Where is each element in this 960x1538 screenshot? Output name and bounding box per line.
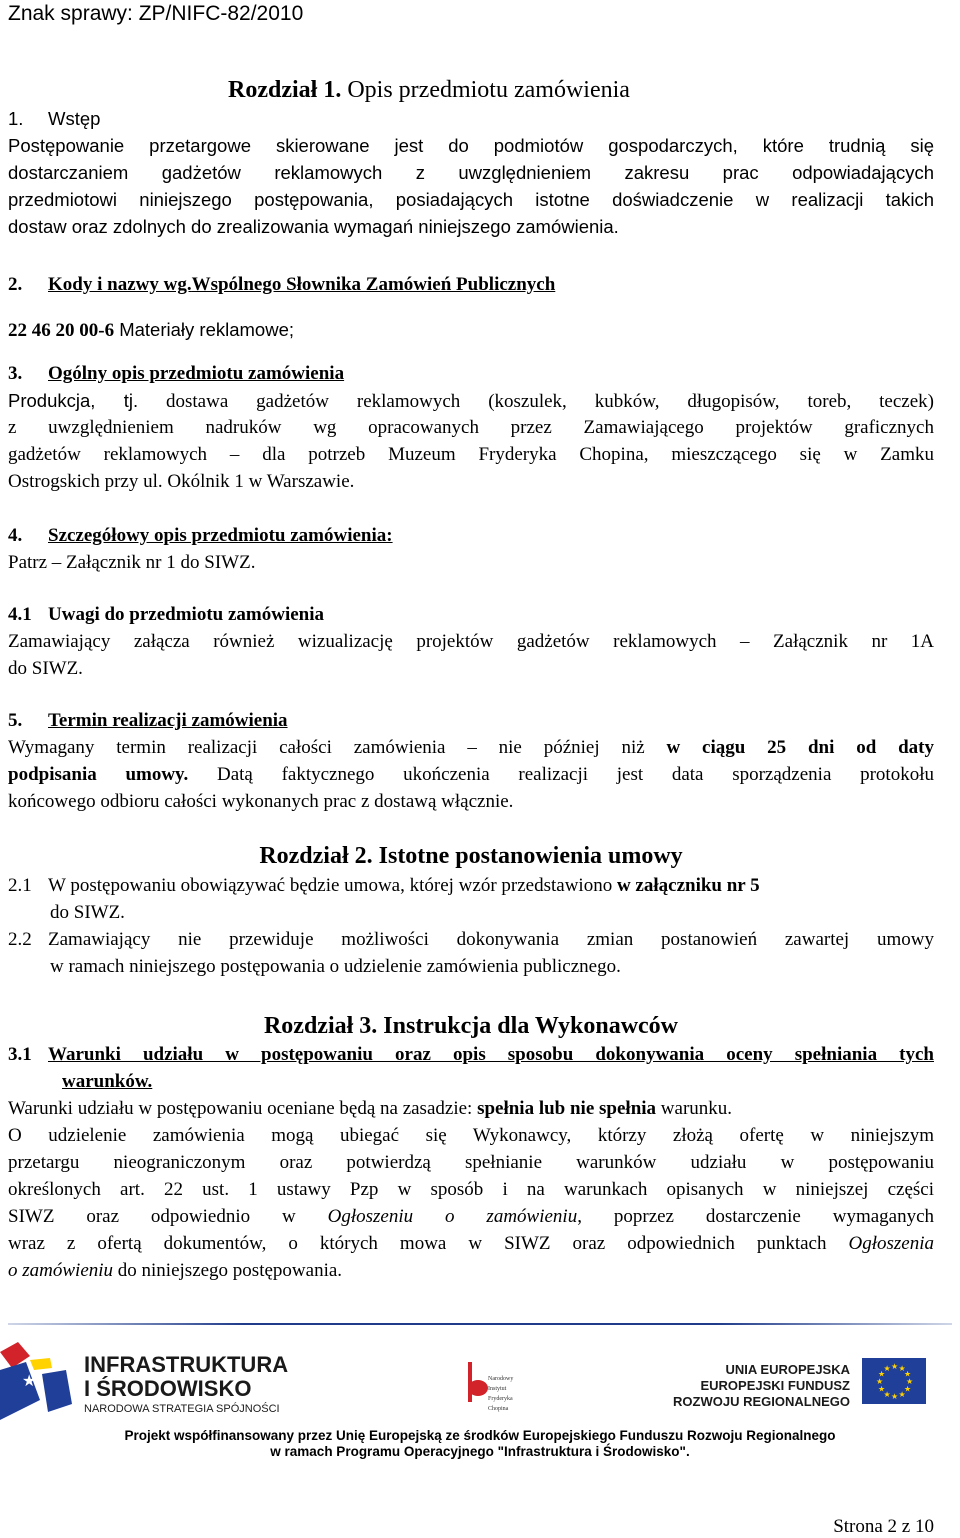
is-logo-text-3: NARODOWA STRATEGIA SPÓJNOŚCI <box>84 1403 280 1415</box>
eu-logo <box>673 1358 926 1409</box>
nifc-text-2: Instytut <box>488 1386 507 1392</box>
section-title: Uwagi do przedmiotu zamówienia <box>48 604 325 625</box>
eu-star-icon: ★ <box>906 1377 914 1386</box>
text-run-bold: w załączniku nr 5 <box>616 875 760 896</box>
paragraph-line <box>8 1257 934 1284</box>
cpv-code-line <box>8 316 934 344</box>
text-run-bold: podpisania umowy. <box>8 764 189 785</box>
section-title: Ogólny opis przedmiotu zamówienia <box>48 363 345 384</box>
section-title: Szczegółowy opis przedmiotu zamówienia: <box>48 525 393 546</box>
text-run: Wymagany termin realizacji całości zamówienia – nie później niż <box>8 737 667 758</box>
section-number: 3.1 <box>8 1044 32 1065</box>
chapter-1-label: Rozdział 1. <box>228 77 342 103</box>
paragraph-line: w ramach niniejszego postępowania o udzielenie zamówienia publicznego. <box>50 956 621 977</box>
text-run-italic: o zamówieniu <box>8 1260 114 1281</box>
footer-logos <box>0 1340 960 1420</box>
is-logo-star-icon: ★ <box>22 1371 37 1390</box>
logo-strip <box>0 1340 960 1420</box>
text-run-italic: Ogłoszeniu o zamówieniu <box>327 1206 578 1227</box>
section-title: Termin realizacji zamówienia <box>48 710 288 731</box>
eu-star-icon: ★ <box>891 1392 899 1401</box>
text-run-italic: Ogłoszenia <box>848 1233 934 1254</box>
project-note-line: Projekt współfinansowany przez Unię Europejską ze środków Europejskiego Funduszu Rozwoju Regionalnego <box>124 1428 836 1443</box>
page-number: Strona 2 z 10 <box>833 1516 934 1537</box>
eu-star-icon: ★ <box>883 1390 891 1399</box>
paragraph-line: Postępowanie przetargowe skierowane jest do podmiotów gospodarczych, które trudnią się <box>8 135 934 156</box>
paragraph-line: dostaw oraz zdolnych do zrealizowania wymagań niniejszego zamówienia. <box>8 216 619 237</box>
text-run: , poprzez dostarczenie wymaganych <box>577 1206 935 1227</box>
cpv-description: Materiały reklamowe; <box>114 319 294 340</box>
section-number: 3. <box>8 363 23 384</box>
eu-star-icon: ★ <box>883 1364 891 1373</box>
text-run: do niniejszego postępowania. <box>113 1260 343 1281</box>
project-note-line: w ramach Programu Operacyjnego "Infrastruktura i Środowisko". <box>270 1444 690 1459</box>
footer-divider <box>8 1323 952 1325</box>
text-run: Produkcja, tj. <box>8 390 139 411</box>
text-run: dostawa gadżetów reklamowych (koszulek, kubków, długopisów, toreb, teczek) <box>138 391 934 412</box>
clause-2-2 <box>8 926 934 953</box>
section-title: Wstęp <box>48 108 101 129</box>
section-2-heading <box>8 271 934 298</box>
section-number: 5. <box>8 710 23 731</box>
section-5-heading <box>8 707 934 734</box>
text-run: Zamawiający nie przewiduje możliwości dokonywania zmian postanowień zawartej umowy <box>48 929 934 950</box>
project-note <box>0 1428 960 1460</box>
text-run: Warunki udziału w postępowaniu oceniane będą na zasadzie: <box>8 1098 478 1119</box>
section-3-1-heading <box>8 1041 934 1068</box>
clause-2-1 <box>8 872 934 899</box>
case-number: Znak sprawy: ZP/NIFC-82/2010 <box>8 2 304 25</box>
chapter-3-title: Rozdział 3. Instrukcja dla Wykonawców <box>263 1013 679 1039</box>
nifc-logo <box>468 1362 513 1412</box>
text-run: Datą faktycznego ukończenia realizacji jest data sporządzenia protokołu <box>188 764 934 785</box>
section-number: 2. <box>8 274 23 295</box>
eu-star-icon: ★ <box>891 1362 899 1371</box>
text-run: warunku. <box>656 1098 733 1119</box>
paragraph-line: gadżetów reklamowych – dla potrzeb Muzeum Fryderyka Chopina, mieszczącego się w Zamku <box>8 444 934 465</box>
is-logo-text-2: I ŚRODOWISKO <box>84 1376 252 1401</box>
eu-star-icon: ★ <box>898 1390 906 1399</box>
chapter-2-title: Rozdział 2. Istotne postanowienia umowy <box>259 843 683 869</box>
clause-number: 2.1 <box>8 875 32 896</box>
is-logo-yellow-shape <box>30 1358 52 1370</box>
paragraph-line <box>8 1203 934 1230</box>
section-number: 4. <box>8 525 23 546</box>
text-run-bold: spełnia lub nie spełnia <box>477 1098 657 1119</box>
text-run-bold: w ciągu 25 dni od daty <box>666 737 934 758</box>
nifc-text-3: Fryderyka <box>488 1396 513 1402</box>
eu-star-icon: ★ <box>876 1377 884 1386</box>
section-4-1-heading <box>8 601 934 628</box>
eu-star-icon: ★ <box>878 1369 886 1379</box>
nifc-text-1: Narodowy <box>488 1376 514 1382</box>
section-title: Warunki udziału w postępowaniu oraz opis sposobu dokonywania oceny spełniania tych <box>48 1044 934 1065</box>
nifc-text-4: Chopina <box>488 1406 509 1412</box>
eu-star-icon: ★ <box>898 1364 906 1373</box>
paragraph-line: dostarczaniem gadżetów reklamowych z uwzględnieniem zakresu prac odpowiadających <box>8 162 934 183</box>
paragraph-line <box>8 1095 934 1122</box>
section-number: 1. <box>8 108 24 129</box>
section-number: 4.1 <box>8 604 32 625</box>
paragraph-line: do SIWZ. <box>8 658 83 679</box>
paragraph-line: z uwzględnieniem nadruków wg opracowanych przez Zamawiającego projektów graficznych <box>8 417 934 438</box>
is-logo-blue-shape-2 <box>42 1370 72 1412</box>
text-run: SIWZ oraz odpowiednio w <box>8 1206 328 1227</box>
text-run: W postępowaniu obowiązywać będzie umowa, której wzór przedstawiono <box>48 875 617 896</box>
eu-text-2: EUROPEJSKI FUNDUSZ <box>700 1378 850 1393</box>
eu-star-icon: ★ <box>904 1369 912 1379</box>
paragraph-line: określonych art. 22 ust. 1 ustawy Pzp w sposób i na warunkach opisanych w niniejszej części <box>8 1179 934 1200</box>
paragraph-line: przetargu nieograniczonym oraz potwierdzą spełnianie warunków udziału w postępowaniu <box>8 1152 934 1173</box>
chapter-1-title <box>228 77 728 104</box>
nifc-note-icon <box>468 1380 488 1396</box>
section-title: Kody i nazwy wg. <box>48 274 192 295</box>
paragraph-line: Ostrogskich przy ul. Okólnik 1 w Warszawie. <box>8 471 355 492</box>
eu-text-1: UNIA EUROPEJSKA <box>725 1362 850 1377</box>
chapter-1-name: Opis przedmiotu zamówienia <box>341 77 630 103</box>
eu-star-icon: ★ <box>904 1384 912 1394</box>
section-title-cont: Wspólnego Słownika Zamówień Publicznych <box>191 274 556 295</box>
paragraph-line: Patrz – Załącznik nr 1 do SIWZ. <box>8 552 256 573</box>
paragraph-line <box>8 387 934 415</box>
paragraph-line: Zamawiający załącza również wizualizację projektów gadżetów reklamowych – Załącznik nr 1A <box>8 631 934 652</box>
paragraph-line <box>8 761 934 788</box>
paragraph-line: przedmiotowi niniejszego postępowania, posiadających istotne doświadczenie w realizacji takich <box>8 189 934 210</box>
section-title-cont <box>62 1068 946 1095</box>
section-title: warunków. <box>62 1071 153 1092</box>
section-3-heading <box>8 360 934 387</box>
eu-text-3: ROZWOJU REGIONALNEGO <box>673 1394 850 1409</box>
text-run: wraz z ofertą dokumentów, o których mowa w SIWZ oraz odpowiednich punktach <box>8 1233 849 1254</box>
paragraph-line: O udzielenie zamówienia mogą ubiegać się Wykonawcy, którzy złożą ofertę w niniejszym <box>8 1125 934 1146</box>
cpv-code: 22 46 20 00-6 <box>8 320 115 341</box>
clause-number: 2.2 <box>8 929 32 950</box>
eu-star-icon: ★ <box>878 1384 886 1394</box>
paragraph-line: końcowego odbioru całości wykonanych prac z dostawą włącznie. <box>8 791 514 812</box>
paragraph-line <box>8 734 934 761</box>
is-logo-text-1: INFRASTRUKTURA <box>84 1352 289 1377</box>
paragraph-line <box>8 1230 934 1257</box>
section-1-heading <box>8 105 934 132</box>
infrastruktura-logo <box>0 1342 288 1420</box>
section-4-heading <box>8 522 934 549</box>
paragraph-line: do SIWZ. <box>50 902 125 923</box>
